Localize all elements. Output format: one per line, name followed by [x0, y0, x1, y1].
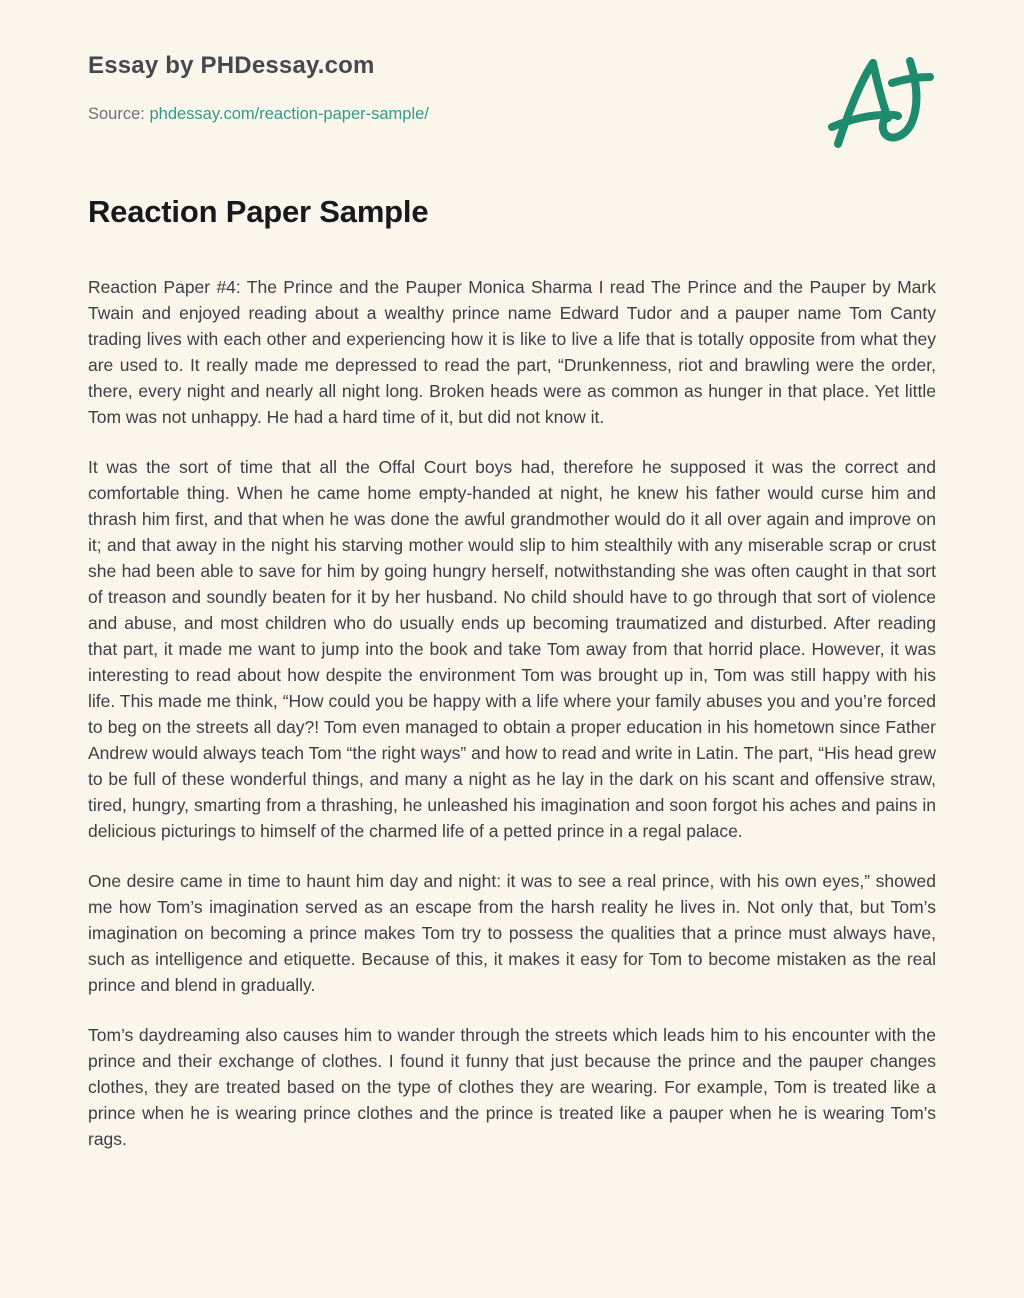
source-label: Source: [88, 105, 145, 123]
essay-paragraph: Reaction Paper #4: The Prince and the Pauper Monica Sharma I read The Prince and the Pauper by Mark Twain and enjoyed reading about a wealthy prince name Edward Tudor and a pauper name Tom Canty trading lives with each other and experiencing how it is like to live a life that is totally opposite from what they are used to. It really made me depressed to read the part, “Drunkenness, riot and brawling were the order, there, every night and nearly all night long. Broken heads were as common as hunger in that place. Yet little Tom was not unhappy. He had a hard time of it, but did not know it. [88, 277, 936, 427]
essay-paragraph: It was the sort of time that all the Offal Court boys had, therefore he supposed it was the correct and comfortable thing. When he came home empty-handed at night, he knew his father would curse him and thrash him first, and that when he was done the awful grandmother would do it all over again and improve on it; and that away in the night his starving mother would slip to him stealthily with any miserable scrap or crust she had been able to save for him by going hungry herself, notwithstanding she was often caught in that sort of treason and soundly beaten for it by her husband. No child should have to go through that sort of violence and abuse, and most children who do usually ends up becoming traumatized and disturbed. After reading that part, it made me want to jump into the book and take Tom away from that horrid place. However, it was interesting to read about how despite the environment Tom was brought up in, Tom was still happy with his life. This made me think, “How could you be happy with a life where your family abuses you and you’re forced to beg on the streets all day?! Tom even managed to obtain a proper education in his hometown since Father Andrew would always teach Tom “the right ways” and how to read and write in Latin. The part, “His head grew to be full of these wonderful things, and many a night as he lay in the dark on his scant and offensive straw, tired, hungry, smarting from a thrashing, he unleashed his imagination and soon forgot his aches and pains in delicious picturings to himself of the charmed life of a petted prince in a regal palace. [88, 457, 936, 841]
essay-paragraph: Tom’s daydreaming also causes him to wander through the streets which leads him to his encounter with the prince and their exchange of clothes. I found it funny that just because the prince and the pauper changes clothes, they are treated based on the type of clothes they are wearing. For example, Tom is treated like a prince when he is wearing prince clothes and the prince is treated like a pauper when he is wearing Tom’s rags. [88, 1025, 936, 1149]
source-link[interactable]: phdessay.com/reaction-paper-sample/ [149, 105, 429, 123]
site-byline: Essay by PHDessay.com [88, 52, 375, 79]
aplus-logo-icon [825, 50, 937, 162]
essay-body [88, 274, 936, 1152]
page-title: Reaction Paper Sample [88, 194, 429, 229]
source-line [88, 105, 936, 124]
essay-paragraph: One desire came in time to haunt him day and night: it was to see a real prince, with his own eyes,” showed me how Tom’s imagination served as an escape from the harsh reality he lives in. Not only that, but Tom’s imagination on becoming a prince makes Tom try to possess the qualities that a prince must always have, such as intelligence and etiquette. Because of this, it makes it easy for Tom to become mistaken as the real prince and blend in gradually. [88, 871, 936, 995]
